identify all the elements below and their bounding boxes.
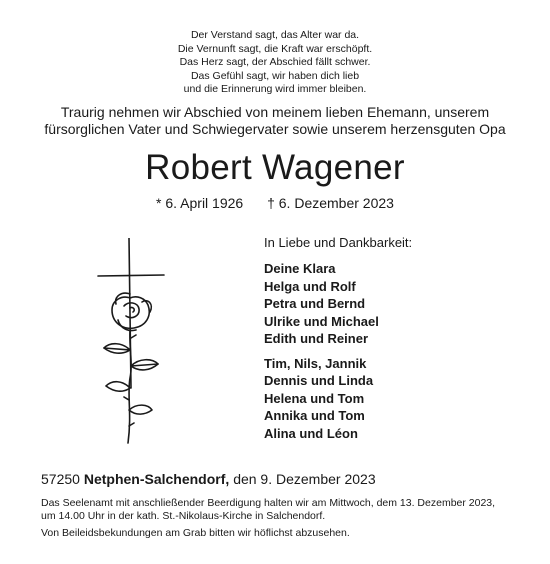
mourners-heading: In Liebe und Dankbarkeit: <box>264 235 413 250</box>
mourner-name: Petra und Bernd <box>264 296 366 311</box>
poem-line: Das Herz sagt, der Abschied fällt schwer. <box>179 56 371 68</box>
town: Netphen-Salchendorf, <box>83 471 230 487</box>
death-date: † 6. Dezember 2023 <box>267 195 394 211</box>
notice-date: den 9. Dezember 2023 <box>233 471 376 487</box>
poem-line: und die Erinnerung wird immer bleiben. <box>183 83 367 95</box>
mourner-name: Helena und Tom <box>264 390 365 406</box>
funeral-notes <box>41 497 521 540</box>
poem-line: Die Vernunft sagt, die Kraft war erschöpft. <box>177 42 373 55</box>
mourner-name: Helga und Rolf <box>264 278 356 294</box>
mourner-name: Edith und Reiner <box>264 331 368 346</box>
poem-line: Das Gefühl sagt, wir haben dich lieb <box>190 69 360 82</box>
mourner-name: Deine Klara <box>264 261 336 276</box>
intro-text <box>0 104 550 138</box>
poem-line: Der Verstand sagt, das Alter war da. <box>190 29 360 41</box>
postcode: 57250 <box>41 471 80 487</box>
intro-line: Traurig nehmen wir Abschied von meinem lieben Ehemann, unserem <box>60 104 490 120</box>
cross-with-rose-icon <box>92 238 172 450</box>
funeral-note-line: um 14.00 Uhr in der kath. St.-Nikolaus-Kirche in Salchendorf. <box>41 510 326 522</box>
mourner-name: Annika und Tom <box>264 408 365 423</box>
place-and-date <box>41 471 521 487</box>
birth-date: * 6. April 1926 <box>156 195 244 211</box>
mourners-list <box>264 235 534 449</box>
condolence-note: Von Beileidsbekundungen am Grab bitten wir höflichst abzusehen. <box>41 527 350 539</box>
intro-line: fürsorglichen Vater und Schwiegervater sowie unserem herzensguten Opa <box>44 121 506 137</box>
mourner-name: Ulrike und Michael <box>264 313 379 329</box>
mourners-group-grandchildren <box>264 355 534 443</box>
mourner-name: Alina und Léon <box>264 425 358 441</box>
poem <box>0 29 550 97</box>
mourner-name: Dennis und Linda <box>264 373 374 388</box>
deceased-name: Robert Wagener <box>145 148 405 187</box>
life-dates <box>0 195 550 211</box>
funeral-note-line: Das Seelenamt mit anschließender Beerdigung halten wir am Mittwoch, dem 13. Dezember 2023, <box>41 497 496 509</box>
mourners-group-family <box>264 260 534 348</box>
mourner-name: Tim, Nils, Jannik <box>264 355 367 371</box>
